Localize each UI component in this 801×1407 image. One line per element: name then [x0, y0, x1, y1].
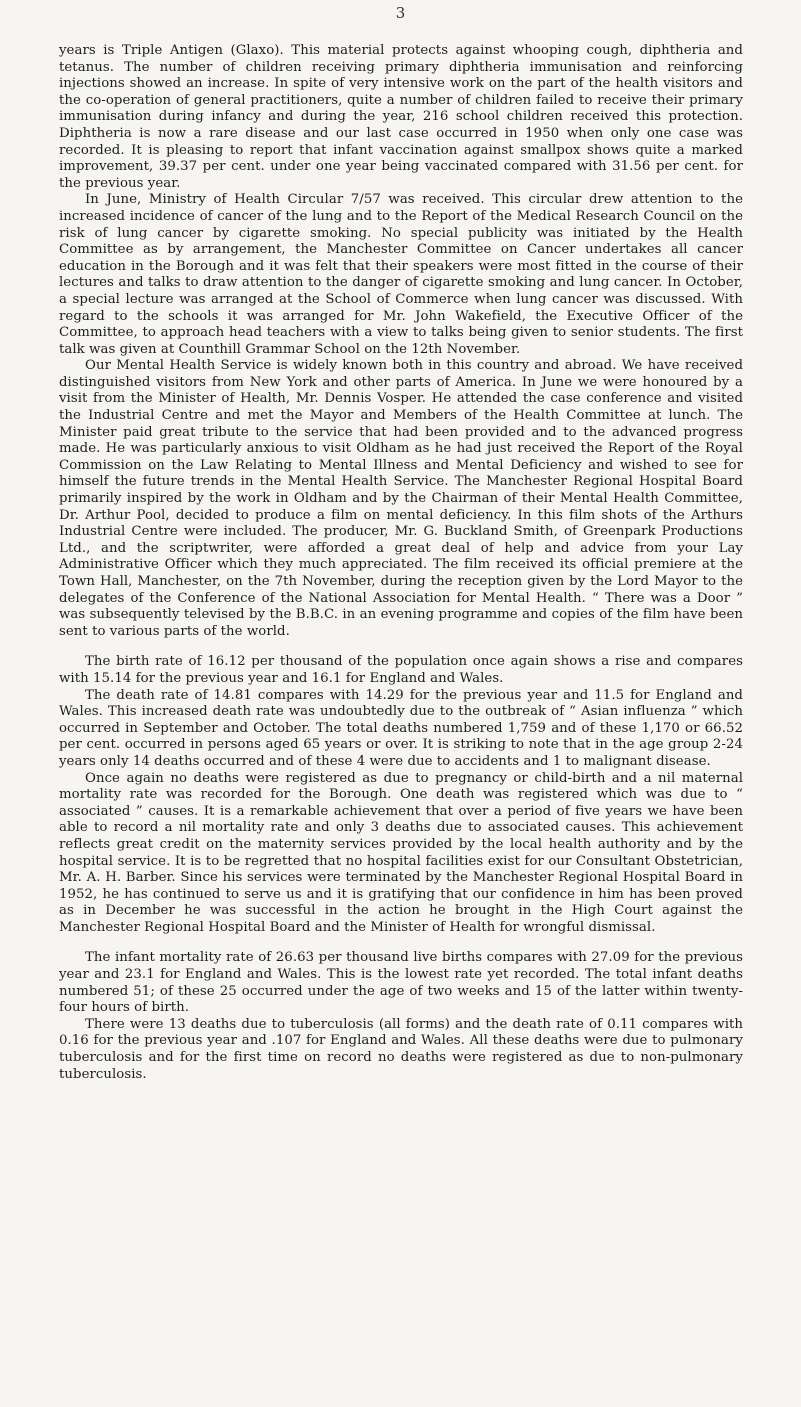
paragraph-lung-cancer: In June, Ministry of Health Circular 7/57 was received. This circular drew attention to the increased incidence of cancer of the lung and to the Report of the Medical Research Council on the risk of lung cancer by cigarette smoking. No special publicity was initiated by the Health Committee as by arrangement, the Manchester Committee on Cancer undertakes all cancer education in the Borough and it was felt that their speakers were most fitted in the course of their lectures and talks to draw attention to the danger of cigarette smoking and lung cancer. In October, a special lecture was arranged at the School of Commerce when lung cancer was discussed. With regard to the schools it was arranged for Mr. John Wakefield, the Executive Officer of the Committee, to approach head teachers with a view to talks being given to senior students. The first talk was given at Counthill Grammar School on the 12th November. [59, 192, 743, 357]
page-number: 3 [395, 4, 406, 22]
paragraph-maternal-mortality: Once again no deaths were registered as due to pregnancy or child-birth and a nil maternal mortality rate was recorded for the Borough. One death was registered which was due to “ associated ” causes. It is a remarkable achievement that over a period of five years we have been able to record a nil mortality rate and only 3 deaths due to associated causes. This achievement reflects great credit on the maternity services provided by the local health authority and by the hospital service. It is to be regretted that no hospital facilities exist for our Consultant Obstetrician, Mr. A. H. Barber. Since his services were terminated by the Manchester Regional Hospital Board in 1952, he has continued to serve us and it is gratifying that our confidence in him has been proved as in December he was successful in the action he brought in the High Court against the Manchester Regional Hospital Board and the Minister of Health for wrongful dismissal. [59, 770, 743, 935]
paragraph-birth-rate: The birth rate of 16.12 per thousand of the population once again shows a rise and compares with 15.14 for the previous year and 16.1 for England and Wales. [59, 654, 743, 686]
paragraph-tuberculosis: There were 13 deaths due to tuberculosis (all forms) and the death rate of 0.11 compares with 0.16 for the previous year and .107 for England and Wales. All these deaths were due to pulmonary tuberculosis and for the first time on record no deaths were registered as due to non-pulmonary tuberculosis. [59, 1016, 743, 1082]
paragraph-infant-mortality: The infant mortality rate of 26.63 per thousand live births compares with 27.09 for the previous year and 23.1 for England and Wales. This is the lowest rate yet recorded. The total infant deaths numbered 51; of these 25 occurred under the age of two weeks and 15 of the latter within twenty-four hours of birth. [59, 950, 743, 1016]
paragraph-mental-health: Our Mental Health Service is widely known both in this country and abroad. We have received distinguished visitors from New York and other parts of America. In June we were honoured by a visit from the Minister of Health, Mr. Dennis Vosper. He attended the case conference and visited the Industrial Centre and met the Mayor and Members of the Health Committee at lunch. The Minister paid great tribute to the service that had been provided and to the advanced progress made. He was particularly anxious to visit Oldham as he had just received the Report of the Royal Commission on the Law Relating to Mental Illness and Mental Deficiency and wished to see for himself the future trends in the Mental Health Service. The Manchester Regional Hospital Board primarily inspired by the work in Oldham and by the Chairman of their Mental Health Committee, Dr. Arthur Pool, decided to produce a film on mental deficiency. In this film shots of the Arthurs Industrial Centre were included. The producer, Mr. G. Buckland Smith, of Greenpark Productions Ltd., and the scriptwriter, were afforded a great deal of help and advice from your Lay Administrative Officer which they much appreciated. The film received its official premiere at the Town Hall, Manchester, on the 7th November, during the reception given by the Lord Mayor to the delegates of the Conference of the National Association for Mental Health. “ There was a Door ” was subsequently televised by the B.B.C. in an evening programme and copies of the film have been sent to various parts of the world. [59, 358, 743, 639]
paragraph-immunisation: years is Triple Antigen (Glaxo). This material protects against whooping cough, diphtheria and tetanus. The number of children receiving primary diphtheria immunisation and reinforcing injections showed an increase. In spite of very intensive work on the part of the health visitors and the co-operation of general practitioners, quite a number of children failed to receive their primary immunisation during infancy and during the year, 216 school children received this protection. Diphtheria is now a rare disease and our last case occurred in 1950 when only one case was recorded. It is pleasing to report that infant vaccination against smallpox shows quite a marked improvement, 39.37 per cent. under one year being vaccinated compared with 31.56 per cent. for the previous year. [59, 43, 743, 191]
document-body [59, 43, 743, 1083]
paragraph-death-rate: The death rate of 14.81 compares with 14.29 for the previous year and 11.5 for England and Wales. This increased death rate was undoubtedly due to the outbreak of “ Asian influenza ” which occurred in September and October. The total deaths numbered 1,759 and of these 1,170 or 66.52 per cent. occurred in persons aged 65 years or over. It is striking to note that in the age group 2-24 years only 14 deaths occurred and of these 4 were due to accidents and 1 to malignant disease. [59, 687, 743, 769]
